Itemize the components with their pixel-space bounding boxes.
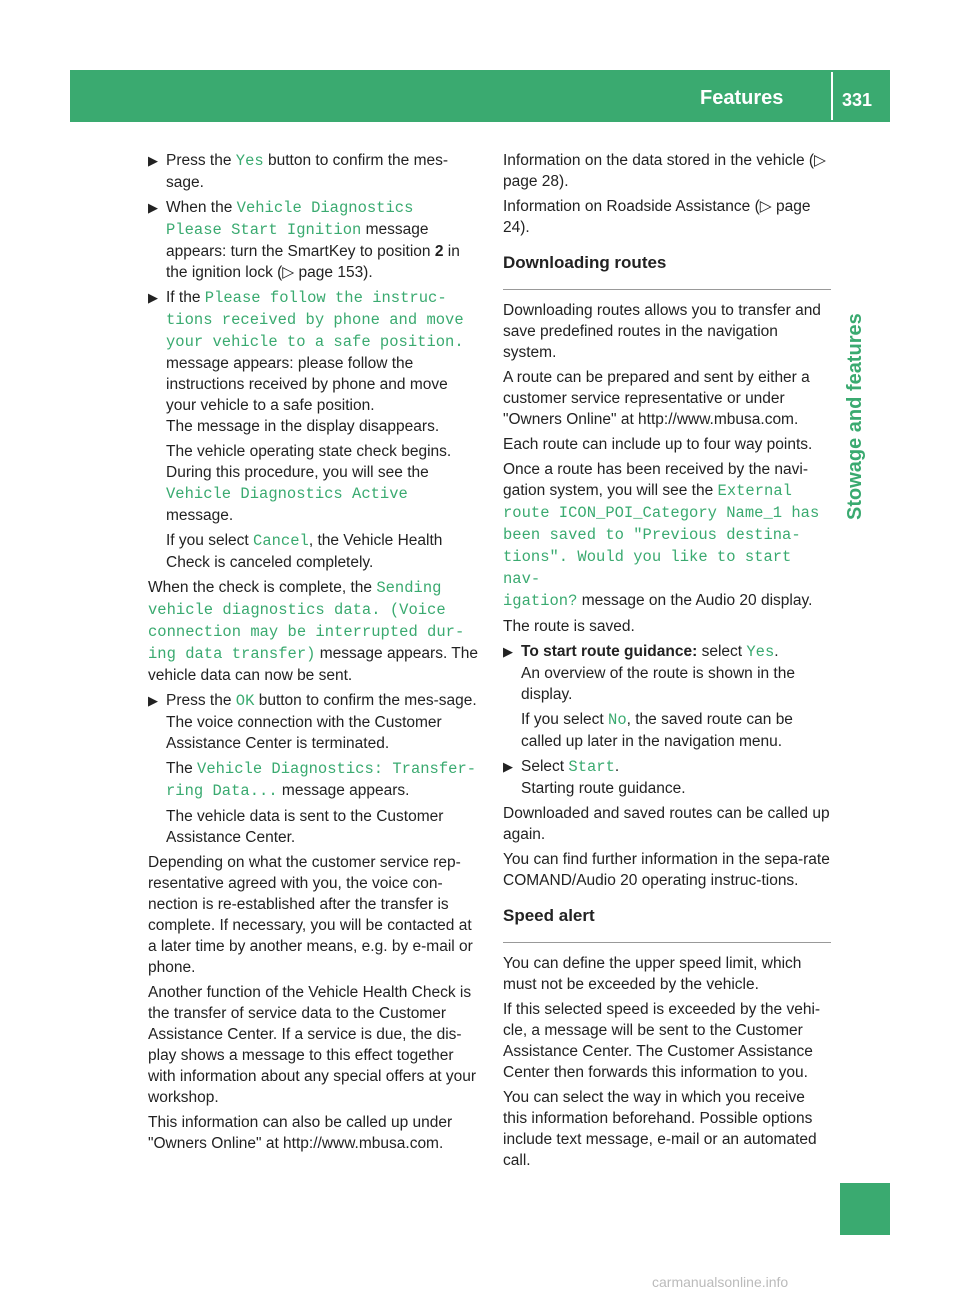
result-text: The vehicle data is sent to the Customer Assistance Center. [166,808,444,846]
result-text [148,758,478,802]
display-message: your vehicle to a safe position. [166,333,464,351]
text: , the saved route can be called up later in the navigation menu. [521,711,793,750]
step-title: To start route guidance: [521,643,698,660]
step-arrow-icon: ▶ [148,290,158,305]
text: Select [521,758,569,775]
section-title: Features [700,87,784,109]
text: Once a route has been received by the navi-gation system, you will see the [503,461,809,499]
step-arrow-icon: ▶ [503,759,513,774]
display-message: Yes [746,643,775,661]
paragraph: Downloading routes allows you to transfer and save predefined routes in the navigation system. [503,302,821,361]
text: . [774,643,779,660]
page-reference: in the ignition lock (▷ page 153). [166,243,460,281]
step-arrow-icon: ▶ [503,644,513,659]
text: When the [166,199,237,216]
text: The [166,760,198,777]
step-confirm-yes [148,150,478,193]
display-message: been saved to "Previous destina‐ [503,526,801,544]
paragraph [148,577,478,686]
text: The message in the display disappears. [166,418,440,435]
text: If you select [521,711,609,728]
left-column [148,150,478,1158]
display-message: Vehicle Diagnostics [236,199,414,217]
display-message: OK [235,692,255,710]
display-message: tions". Would you like to start nav‐ [503,548,792,588]
paragraph: This information can also be called up under "Owners Online" at http://www.mbusa.com. [148,1114,453,1152]
paragraph: A route can be prepared and sent by either a customer service representative or under "Owners Online" at http://www.mbusa.com. [503,369,810,428]
paragraph: Another function of the Vehicle Health Check is the transfer of service data to the Customer Assistance Center. If a service is due, the dis-play shows a message to this effect together with information about any special offers at your workshop. [148,984,476,1106]
display-message: Start [568,758,615,776]
heading-downloading-routes: Downloading routes [503,252,831,290]
display-message: connection may be interrupted dur‐ [148,623,465,641]
display-message: No [608,711,627,729]
text: message appears. The vehicle data can now be sent. [148,645,478,684]
text: An overview of the route is shown in the display. [521,665,795,703]
text: The vehicle operating state check begins. During this procedure, you will see the [166,443,452,481]
text: message on the Audio 20 display. [577,592,813,609]
step-arrow-icon: ▶ [148,200,158,215]
text: message appears: please follow the instructions received by phone and move your vehicle to a safe position. [166,355,448,414]
display-message: vehicle diagnostics data. (Voice [148,601,446,619]
paragraph: Downloaded and saved routes can be called up again. [503,805,830,843]
step-confirm-ok [148,690,478,754]
side-tab-label: Stowage and features [844,313,866,520]
display-message: Yes [235,152,264,170]
text: . [614,758,620,775]
display-message: ring Data... [166,782,278,800]
result-text [148,441,478,526]
header-separator [831,72,833,120]
position-number: 2 [434,243,444,260]
step-select-start [503,756,831,799]
text: When the check is complete, the [148,579,377,596]
display-message: Vehicle Diagnostics: Transfer‐ [197,760,477,778]
display-message: Sending [376,579,442,597]
display-message: tions received by phone and move [166,311,464,329]
display-message: ing data transfer) [148,645,316,663]
result-text [503,709,831,752]
display-message: Please Start Ignition [166,221,362,239]
watermark: carmanualsonline.info [652,1274,789,1290]
display-message: route ICON_POI_Category Name_1 has [503,504,820,522]
paragraph: Information on the data stored in the vehicle (▷ page 28). [503,152,826,190]
text: message appears. [277,782,410,799]
side-tab-marker [840,1183,890,1235]
text: button to confirm the mes-sage. [166,152,449,191]
step-start-route-guidance [503,641,831,705]
display-message: External [717,482,792,500]
paragraph [503,459,831,612]
text: message appears: turn the SmartKey to position [166,221,435,260]
step-ignition [148,197,478,283]
paragraph: Each route can include up to four way points. [503,436,813,453]
page-number: 331 [842,90,873,110]
display-message: igation? [503,592,578,610]
display-message: Vehicle Diagnostics Active [166,485,408,503]
text: select [697,643,747,660]
heading-speed-alert: Speed alert [503,905,831,943]
paragraph: Depending on what the customer service rep-resentative agreed with you, the voice con-nection is re-established after the transfer is complete. If necessary, you will be contacted at a later time by another means, e.g. by e-mail or phone. [148,854,473,976]
text: The voice connection with the Customer Assistance Center is terminated. [166,714,442,752]
paragraph: You can define the upper speed limit, which must not be exceeded by the vehicle. [503,955,802,993]
paragraph: You can find further information in the sepa-rate COMAND/Audio 20 operating instruc-tions. [503,851,830,889]
step-arrow-icon: ▶ [148,153,158,168]
paragraph: Information on Roadside Assistance (▷ page 24). [503,198,811,236]
text: Press the [166,152,236,169]
display-message: Cancel [253,532,309,550]
text: Starting route guidance. [521,780,686,797]
text: , the Vehicle Health Check is canceled completely. [166,532,443,571]
text: button to confirm the mes-sage. [254,692,477,709]
step-follow-instructions [148,287,478,437]
text: message. [166,507,234,524]
text: If the [166,289,205,306]
paragraph: The route is saved. [503,618,635,635]
right-column [503,150,831,1175]
paragraph: You can select the way in which you receive this information beforehand. Possible options include text message, e-mail or an automated call. [503,1089,817,1169]
step-arrow-icon: ▶ [148,693,158,708]
text: If you select [166,532,254,549]
paragraph: If this selected speed is exceeded by the vehi-cle, a message will be sent to the Customer Assistance Center. The Customer Assistance Center then forwards this information to you. [503,1001,821,1081]
result-text [148,530,478,573]
display-message: Please follow the instruc‐ [204,289,447,307]
text: Press the [166,692,236,709]
